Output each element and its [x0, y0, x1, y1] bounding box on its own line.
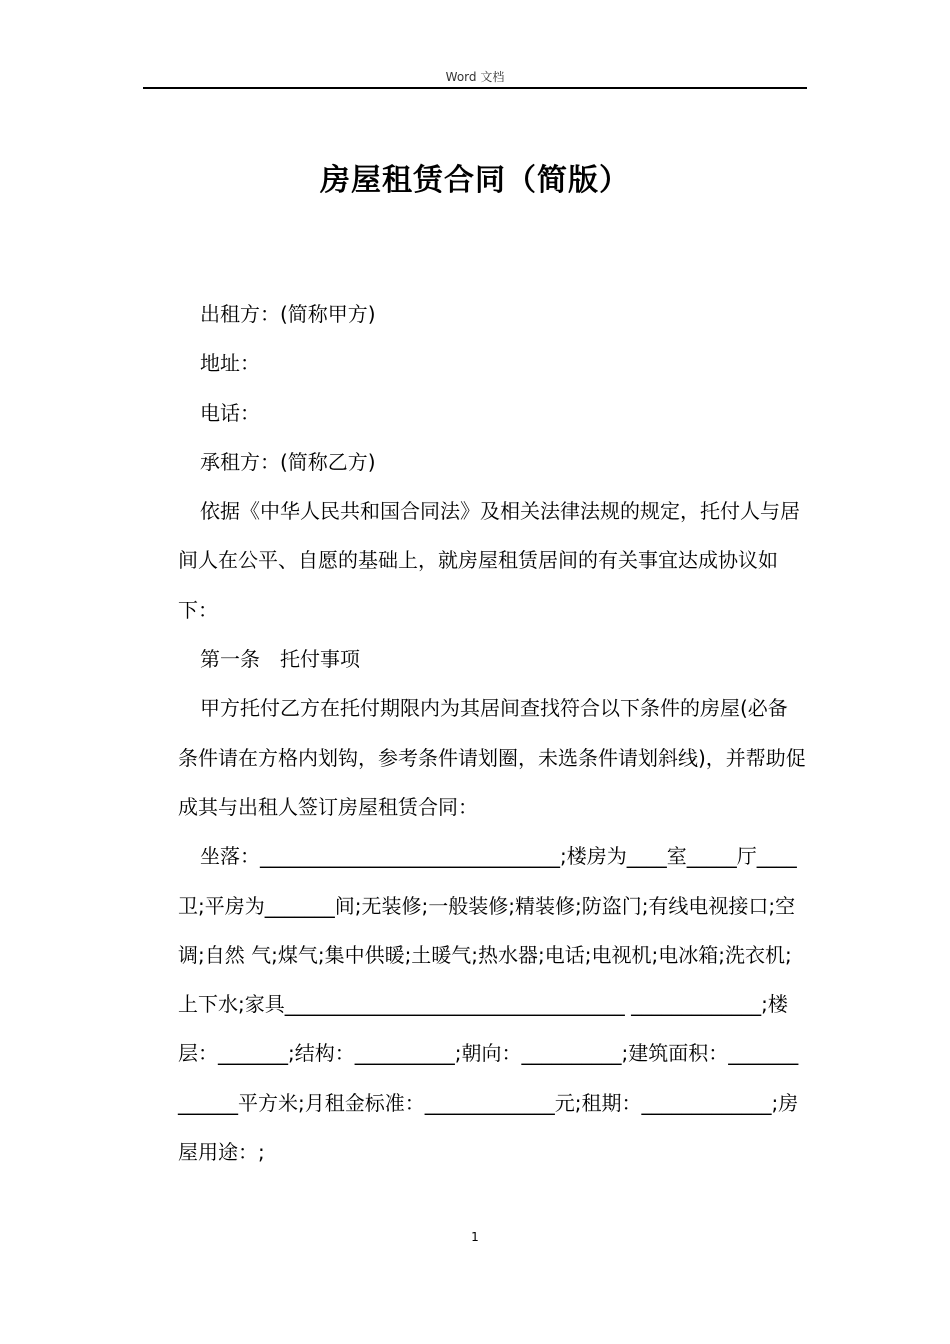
paragraph-lessee: 承租方：(简称乙方) — [200, 449, 376, 474]
page-number: 1 — [471, 1230, 479, 1244]
article-1-heading: 第一条 托付事项 — [200, 647, 360, 672]
header-divider — [143, 87, 807, 89]
document-title: 房屋租赁合同（简版） — [320, 163, 630, 198]
paragraph-lessor: 出租方：(简称甲方) — [200, 302, 376, 326]
paragraph-address: 地址： — [200, 351, 260, 376]
paragraph-phone: 电话： — [200, 400, 260, 425]
property-conditions: 坐落：______________________________;楼房为____室_____厅____卫;平房为_______间;无装修;一般装修;精装修;防盗门;有线电视接口;空调;自然 气;煤气;集中供暖;土暖气;热水器;电话;电视机;电冰箱;洗衣机;上下水;家具__________________________________ _____________;楼层：_______;结构：__________;朝向：__________;建筑面积：_____________平方米;月租金标准：_____________元;租期：_____________;房屋用途：; — [178, 844, 799, 1165]
page-header: Word 文档 — [445, 70, 505, 84]
document-body — [178, 290, 806, 1177]
article-1-body: 甲方托付乙方在托付期限内为其居间查找符合以下条件的房屋(必备条件请在方格内划钩，参考条件请划圈，未选条件请划斜线)，并帮助促成其与出租人签订房屋租赁合同： — [178, 696, 806, 819]
paragraph-preamble: 依据《中华人民共和国合同法》及相关法律法规的规定，托付人与居间人在公平、自愿的基础上，就房屋租赁居间的有关事宜达成协议如下： — [178, 499, 800, 622]
